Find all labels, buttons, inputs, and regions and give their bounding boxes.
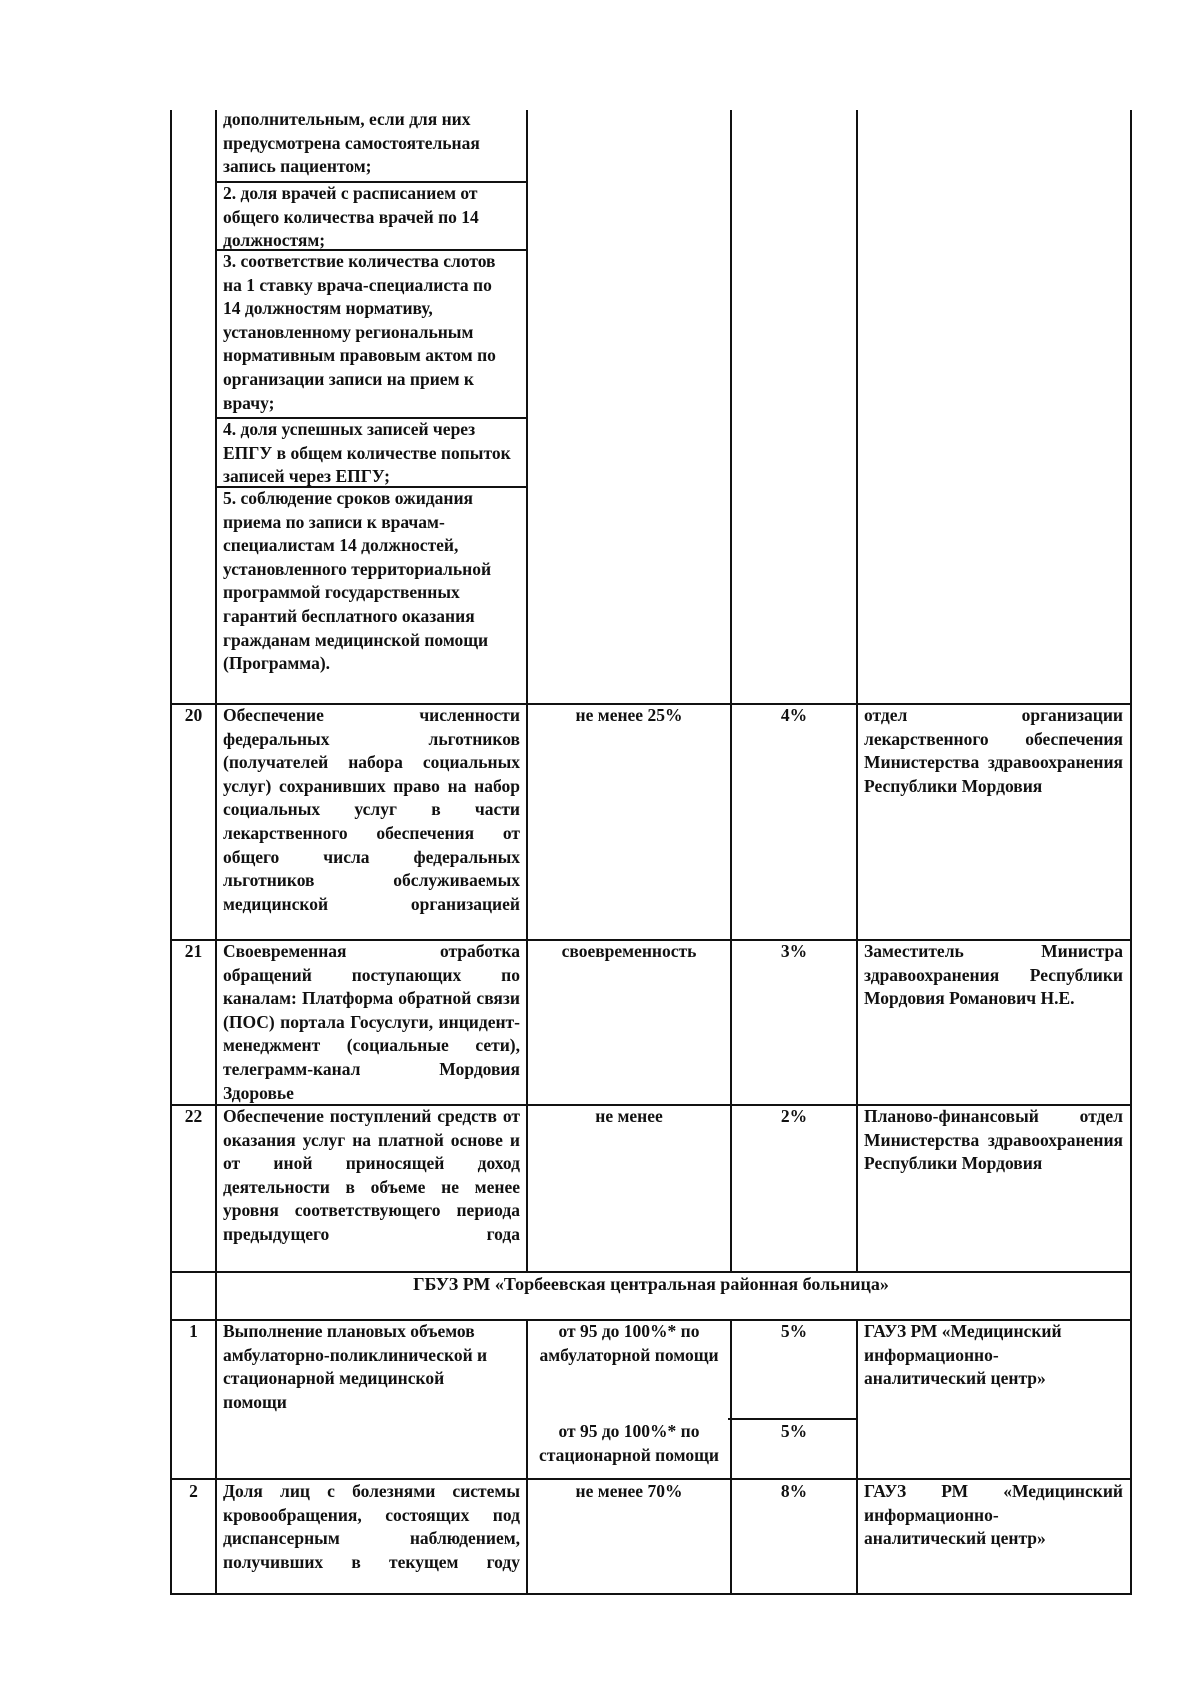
sub-item-4: 4. доля успешных записей через ЕПГУ в общем количестве попыток записей через ЕПГУ;	[223, 419, 511, 487]
target-value: от 95 до 100%* по амбулаторной помощи	[539, 1321, 719, 1365]
responsible-text: Заместитель Министра здравоохранения Республики Мордовия Романович Н.Е.	[864, 941, 1123, 1009]
row-number: 21	[184, 941, 203, 961]
continuation-text	[223, 108, 521, 179]
weight-value: 4%	[780, 705, 808, 725]
sub-item-5: 5. соблюдение сроков ожидания приема по записи к врачам-специалистам 14 должностей, установленного территориальной программой государственных гарантий бесплатного оказания гражданам медицинской помощи (Программа).	[223, 488, 492, 674]
table-column-divider	[215, 110, 217, 1595]
table-column-divider	[730, 1320, 732, 1595]
indicator-text: Обеспечение численности федеральных льготников (получателей набора социальных услуг) сохранивших право на набор социальных услуг в части лекарственного обеспечения от общего числа федеральных льготников обслуживаемых медицинской организацией	[223, 705, 520, 914]
indicator-text: Обеспечение поступлений средств от оказания услуг на платной основе и от иной приносящей доход деятельности в объеме не менее уровня соответствующего периода предыдущего года	[223, 1106, 520, 1244]
table-border-bottom	[170, 1593, 1132, 1595]
table-border-left	[170, 110, 172, 1595]
row-number: 2	[189, 1481, 198, 1501]
responsible-text: отдел организации лекарственного обеспечения Министерства здравоохранения Республики Мордовия	[864, 705, 1123, 796]
weight-value: 5%	[780, 1421, 808, 1441]
table-column-divider	[730, 110, 732, 1272]
sub-item-2: 2. доля врачей с расписанием от общего количества врачей по 14 должностям;	[223, 183, 479, 251]
weight-value: 8%	[780, 1481, 808, 1501]
table-column-divider	[856, 1320, 858, 1595]
document-table	[170, 110, 1132, 1595]
target-value: не менее	[595, 1106, 663, 1126]
row-number: 22	[184, 1106, 203, 1126]
section-header: ГБУЗ РМ «Торбеевская центральная районная больница»	[413, 1274, 889, 1294]
table-border-right	[1130, 110, 1132, 1595]
text-line: предусмотрена самостоятельная	[223, 132, 480, 153]
weight-value: 3%	[780, 941, 808, 961]
target-value: не менее 25%	[575, 705, 683, 725]
text-line: дополнительным, если для них	[223, 109, 471, 129]
indicator-text: Выполнение плановых объемов амбулаторно-поликлинической и стационарной медицинской помощи	[223, 1321, 488, 1412]
row-number: 1	[189, 1321, 198, 1341]
responsible-rest: информационно- аналитический центр»	[864, 1504, 1046, 1549]
responsible-text	[864, 1480, 1123, 1551]
target-value: своевременность	[561, 941, 697, 961]
table-column-divider	[856, 110, 858, 1272]
weight-value: 5%	[780, 1321, 808, 1341]
responsible-text: ГАУЗ РМ «Медицинский информационно-аналитический центр»	[864, 1321, 1062, 1389]
target-value: не менее 70%	[575, 1481, 683, 1501]
row-number: 20	[184, 705, 203, 725]
target-value: от 95 до 100%* по стационарной помощи	[539, 1421, 719, 1465]
table-column-divider	[526, 110, 528, 1272]
text-line: запись пациентом;	[223, 156, 372, 177]
indicator-text: Своевременная отработка обращений поступающих по каналам: Платформа обратной связи (ПОС) портала Госуслуги, инцидент-менеджмент (социальные сети), телеграмм-канал Мордовия Здоровье	[223, 941, 520, 1103]
table-column-divider	[526, 1320, 528, 1595]
sub-item-3: 3. соответствие количества слотов на 1 ставку врача-специалиста по 14 должностям нормативу, установленному региональным нормативным правовым актом по организации записи на прием к врачу;	[223, 251, 496, 413]
responsible-line: ГАУЗ РМ «Медицинский	[864, 1481, 1123, 1501]
indicator-text: Доля лиц с болезнями системы кровообращения, состоящих под диспансерным наблюдением, получивших в текущем году	[223, 1481, 520, 1572]
weight-value: 2%	[780, 1106, 808, 1126]
responsible-text: Планово-финансовый отдел Министерства здравоохранения Республики Мордовия	[864, 1106, 1123, 1174]
